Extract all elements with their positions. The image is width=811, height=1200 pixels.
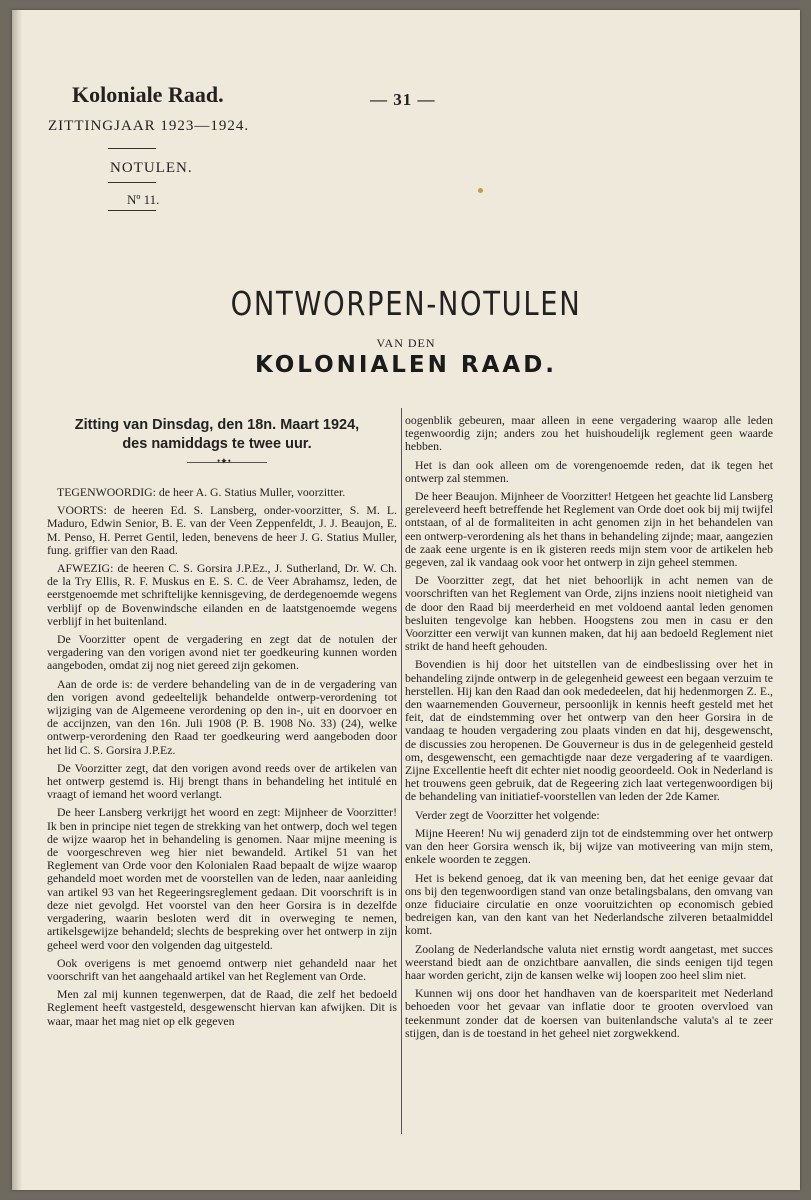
paragraph: oogenblik gebeuren, maar alleen in eene vergadering waarop alle leden tegenwoordig zijn; anders zou het huishoudelijk reglement geen waarde hebben. [405, 413, 773, 454]
paragraph: AFWEZIG: de heeren C. S. Gorsira J.P.Ez., J. Sutherland, Dr. W. Ch. de la Try Ellis, R. F. Muskus en E. S. C. de Veer Abrahamsz, leden, de eerstgenoemde met schriftelijke kennisgeving, de derdegenoemde wegens verblijf op de Bovenwindsche eilanden en de laatstgenoemde wegens verblijf in het buitenland. [47, 561, 397, 628]
ornament-icon: •✦• [217, 456, 231, 466]
paragraph: TEGENWOORDIG: de heer A. G. Statius Muller, voorzitter. [57, 485, 346, 499]
paragraph: Aan de orde is: de verdere behandeling van de in de vergadering van den vorigen avond gedeeltelijk behandelde ontwerp-verordening tot wijziging van de Algemeene verordening op den in-, uit en doorvoer en de accijnzen, van den 16n. Juli 1908 (P. B. 1908 No. 33) (24), welke ontwerp-verordening den Raad ter goedkeuring werd aangeboden door het lid C. S. Gorsira J.P.Ez. [47, 676, 397, 757]
document-title: ONTWORPEN-NOTULEN [230, 284, 582, 323]
session-heading [42, 416, 392, 454]
paragraph: De Voorzitter zegt, dat het niet behoorlijk in acht nemen van de voorschriften van het Reglement van Orde, zijns inziens nooit nietigheid van de door den Raad bij meerderheid en met voldoend aantal leden genomen besluiten tengevolge kan hebben. Hoogstens zou men in casu er den Voorzitter een verwijt van kunnen maken, dat hij aan bedoeld Reglement niet strikt de hand heeft gehouden. [405, 573, 773, 654]
paragraph: De Voorzitter opent de vergadering en zegt dat de notulen der vergadering van den vorigen avond niet ter goedkeuring kunnen worden aangeboden, omdat zij nog niet gereed zijn gekomen. [47, 632, 397, 673]
page-number: — 31 — [370, 90, 436, 109]
paragraph: De heer Beaujon. Mijnheer de Voorzitter! Hetgeen het geachte lid Lansberg gereleveerd heeft betreffende het Reglement van Orde doet ook bij mij twijfel ontstaan, of al de formaliteiten in acht genomen zijn in het behandelen van een ontwerp-verordening als het thans in behandeling zijnde; maar, aangezien de zaak eene urgente is en ik gisteren reeds mijn stem voor de artikelen heb gegeven, zal ik vandaag ook voor het ontwerp in zijn geheel stemmen. [405, 489, 773, 570]
left-column [47, 486, 397, 1033]
paragraph: Mijne Heeren! Nu wij genaderd zijn tot de eindstemming over het ontwerp van den heer Gorsira wensch ik, bij wijze van motiveering van mijn stem, enkele woorden te zeggen. [405, 825, 773, 867]
page-binding-edge [12, 10, 22, 1190]
header-rule [108, 148, 156, 149]
session-heading-line: Zitting van Dinsdag, den 18n. Maart 1924, [74, 417, 360, 433]
paragraph: Men zal mij kunnen tegenwerpen, dat de Raad, die zelf het bedoeld Reglement heeft vastgesteld, desgewenscht hiervan kan afwijken. Dit is waar, maar het mag niet op elk gegeven [47, 987, 397, 1028]
paragraph: Zoolang de Nederlandsche valuta niet ernstig wordt aangetast, met succes weerstand biedt aan de onzichtbare aanvallen, die sinds eenigen tijd tegen haar worden gericht, zijn de kansen welke wij loopen zoo heel slim niet. [405, 941, 773, 982]
session-heading-line: des namiddags te twee uur. [122, 436, 312, 452]
paragraph: Kunnen wij ons door het handhaven van de koerspariteit met Nederland behoeden voor het gevaar van inflatie door te grooten overvloed van teekenmunt zonder dat de koersen van buitenlandsche valuta's al te zeer stijgen, dan is de toestand in het geheel niet zorgwekkend. [405, 986, 773, 1040]
document-page [12, 10, 800, 1190]
paragraph: De Voorzitter zegt, dat den vorigen avond reeds over de artikelen van het ontwerp gestemd is. Hij brengt thans in behandeling het intitulé en vraagt of iemand het woord verlangt. [47, 760, 397, 802]
paragraph: Verder zegt de Voorzitter het volgende: [415, 807, 600, 822]
issue-number: Nº 11. [127, 192, 160, 207]
header-rule [108, 210, 156, 211]
paragraph: VOORTS: de heeren Ed. S. Lansberg, onder-voorzitter, S. M. L. Maduro, Edwin Senior, B. E. van der Veen Zeppenfeldt, J. J. Beaujon, E. M. Penso, H. Perret Gentil, leden, benevens de heer J. G. Statius Muller, fung. griffier van den Raad. [47, 503, 397, 557]
title-council: KOLONIALEN RAAD. [254, 352, 558, 378]
ink-spot [478, 188, 483, 193]
paragraph: Het is bekend genoeg, dat ik van meening ben, dat het eenige gevaar dat ons bij den tegenwoordigen stand van onze betalingsbalans, den omvang van onze fiduciaire circulatie en onze vooruitzichten op economisch gebied bedreigen kan, van den kant van het Nederlandsche zilveren betaalmiddel komt. [405, 870, 773, 938]
title-van-den: VAN DEN [376, 336, 436, 350]
paragraph: Bovendien is hij door het uitstellen van de eindbeslissing over het in behandeling zijnde ontwerp in de gelegenheid geweest een begaan verzuim te herstellen. Hij kan den Raad dan ook mededeelen, dat hij hedenmorgen Z. E., den waarnemenden Gouverneur, persoonlijk in kennis heeft gesteld met het feit, dat de eindstemming over het ontwerp van den heer Gorsira in de vandaag te houden vergadering zou plaats vinden en dat hij, desgewenscht, de discussies zou heropenen. De Gouverneur is dus in de gelegenheid gesteld om, desgewenscht, een gemachtigde naar deze vergadering af te vaardigen. Zijne Excellentie heeft dit echter niet noodig geoordeeld. Ook in Nederland is het trouwens geen gebruik, dat de Regeering zich laat vertegenwoordigen bij de behandeling van initiatief-voorstellen van leden der 2de Kamer. [405, 657, 773, 804]
column-divider [401, 408, 402, 1134]
paragraph: De heer Lansberg verkrijgt het woord en zegt: Mijnheer de Voorzitter! Ik ben in principe niet tegen de strekking van het ontwerp, doch wel tegen de wijze waarop het in behandeling is genomen. Naar mijne meening is de voorgeschreven weg hier niet bewandeld. Artikel 51 van het Reglement van Orde voor den Kolonialen Raad bepaalt de wijze waarop gehandeld moet worden met de voorstellen van de leden, naar aanleiding van artikel 93 van het Regeeringsreglement gedaan. Dit voorschrift is in deze niet gevolgd. Het voorstel van den heer Gorsira is in dezelfde vergadering, waarin besloten werd dit in overweging te nemen, artikelsgewijze behandeld; slechts de bespreking over het ontwerp in zijn geheel werd voor den volgenden dag uitgesteld. [47, 805, 397, 952]
notulen-label: NOTULEN. [110, 160, 193, 176]
header-rule [108, 182, 156, 183]
paragraph: Ook overigens is met genoemd ontwerp niet gehandeld naar het voorschrift van het aangehaald artikel van het Reglement van Orde. [47, 955, 397, 983]
paragraph: Het is dan ook alleen om de vorengenoemde reden, dat ik tegen het ontwerp zal stemmen. [405, 457, 773, 485]
council-name: Koloniale Raad. [72, 82, 224, 107]
right-column [405, 414, 773, 1045]
session-year: ZITTINGJAAR 1923—1924. [48, 118, 250, 134]
